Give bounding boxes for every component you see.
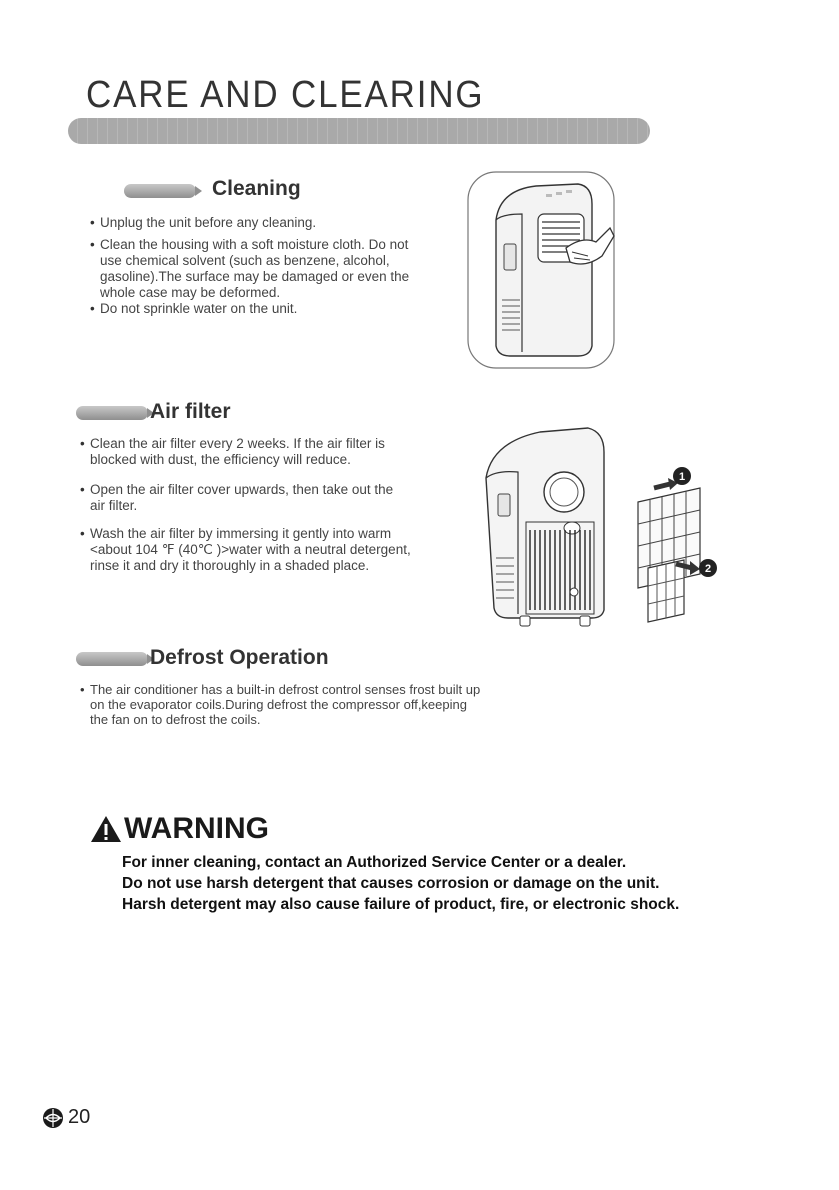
region-globe-icon (42, 1107, 64, 1129)
warning-triangle-icon (90, 815, 122, 843)
list-item: • Clean the air filter every 2 weeks. If the air filter is (80, 436, 450, 452)
air-filter-illustration (470, 418, 720, 634)
page-title: CARE AND CLEARING (86, 74, 485, 116)
cleaning-unit-illustration (466, 170, 616, 370)
list-item: • Unplug the unit before any cleaning. (90, 215, 450, 231)
list-item: rinse it and dry it thoroughly in a shaded place. (90, 558, 370, 573)
list-item: • Clean the housing with a soft moisture cloth. Do not (90, 237, 450, 253)
air-filter-heading: Air filter (150, 400, 231, 423)
list-item: <about 104 ℉ (40℃ )>water with a neutral detergent, (90, 542, 411, 557)
list-item: whole case may be deformed. (100, 285, 281, 300)
callout-2: 2 (704, 563, 712, 575)
warning-text (122, 852, 679, 915)
defrost-heading: Defrost Operation (150, 646, 329, 669)
cleaning-heading: Cleaning (212, 177, 301, 200)
warning-heading (90, 812, 269, 846)
air-filter-list (80, 436, 450, 574)
list-item: the fan on to defrost the coils. (90, 712, 261, 727)
cleaning-list (90, 215, 450, 317)
defrost-list (80, 682, 540, 727)
list-item: on the evaporator coils.During defrost the compressor off,keeping (90, 697, 467, 712)
title-divider-bar (68, 118, 650, 144)
list-item: gasoline).The surface may be damaged or even the (100, 269, 410, 284)
section-marker-pill (76, 652, 148, 666)
callout-1: 1 (678, 471, 686, 483)
page-footer (42, 1106, 90, 1129)
warning-line: Harsh detergent may also cause failure of product, fire, or electronic shock. (122, 896, 680, 913)
warning-line: Do not use harsh detergent that causes corrosion or damage on the unit. (122, 875, 660, 892)
page-number: 20 (68, 1106, 91, 1128)
section-marker-pill (124, 184, 196, 198)
section-marker-pill (76, 406, 148, 420)
list-item: blocked with dust, the efficiency will reduce. (90, 452, 351, 467)
list-item: • Do not sprinkle water on the unit. (90, 301, 450, 317)
list-item: • Wash the air filter by immersing it gently into warm (80, 526, 450, 542)
list-item: • Open the air filter cover upwards, then take out the (80, 482, 450, 498)
list-item: air filter. (90, 498, 138, 513)
list-item: • The air conditioner has a built-in defrost control senses frost built up (80, 682, 540, 697)
warning-label: WARNING (124, 812, 269, 845)
list-item: use chemical solvent (such as benzene, alcohol, (100, 253, 390, 268)
warning-line: For inner cleaning, contact an Authorized Service Center or a dealer. (122, 854, 627, 871)
